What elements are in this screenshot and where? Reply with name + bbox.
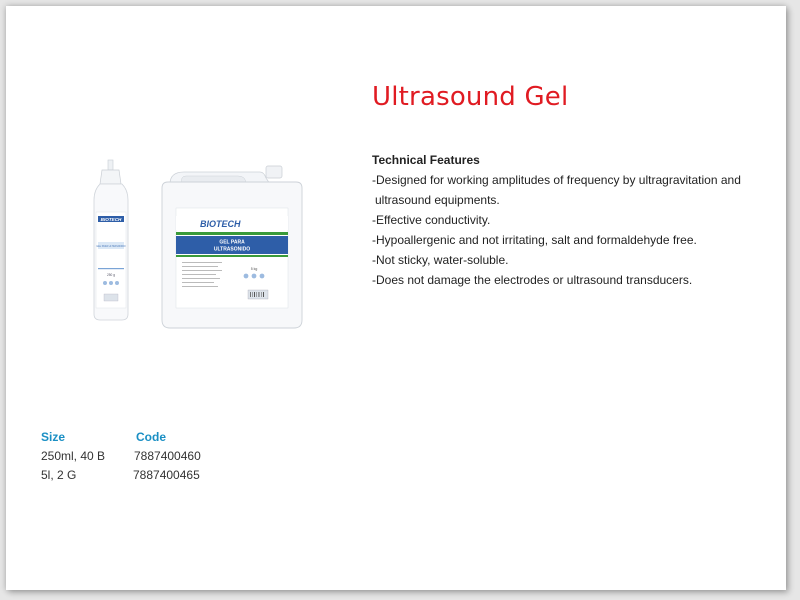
svg-text:250 g: 250 g [107,273,115,277]
size-cell: 5l, 2 G [41,468,77,482]
feature-line: ultrasound equipments. [375,193,500,207]
product-image [88,156,308,336]
code-header: Code [136,430,166,444]
size-cell: 250ml, 40 B [41,449,106,463]
technical-features [372,150,772,290]
svg-text:GEL PARA: GEL PARA [219,239,245,246]
gel-jug [162,166,302,328]
gel-bottle [94,160,128,320]
feature-line: -Effective conductivity. [372,213,491,227]
page-title: Ultrasound Gel [372,82,569,112]
size-header: Size [41,430,66,444]
svg-text:ULTRASONIDO: ULTRASONIDO [213,246,251,253]
code-cell: 7887400465 [133,468,200,482]
svg-text:5 kg: 5 kg [250,267,258,271]
svg-text:BIOTECH: BIOTECH [200,219,241,229]
svg-text:BIOTECH: BIOTECH [100,216,122,222]
feature-line: -Designed for working amplitudes of frequency by ultragravitation and [372,173,741,187]
feature-line: -Does not damage the electrodes or ultrasound transducers. [372,273,693,287]
svg-text:GEL PARA ULTRASONIDO: GEL PARA ULTRASONIDO [96,245,126,248]
document-page [6,6,786,590]
feature-line: -Hypoallergenic and not irritating, salt and formaldehyde free. [372,233,697,247]
feature-line: -Not sticky, water-soluble. [372,253,509,267]
features-heading: Technical Features [372,153,480,167]
code-cell: 7887400460 [134,449,201,463]
